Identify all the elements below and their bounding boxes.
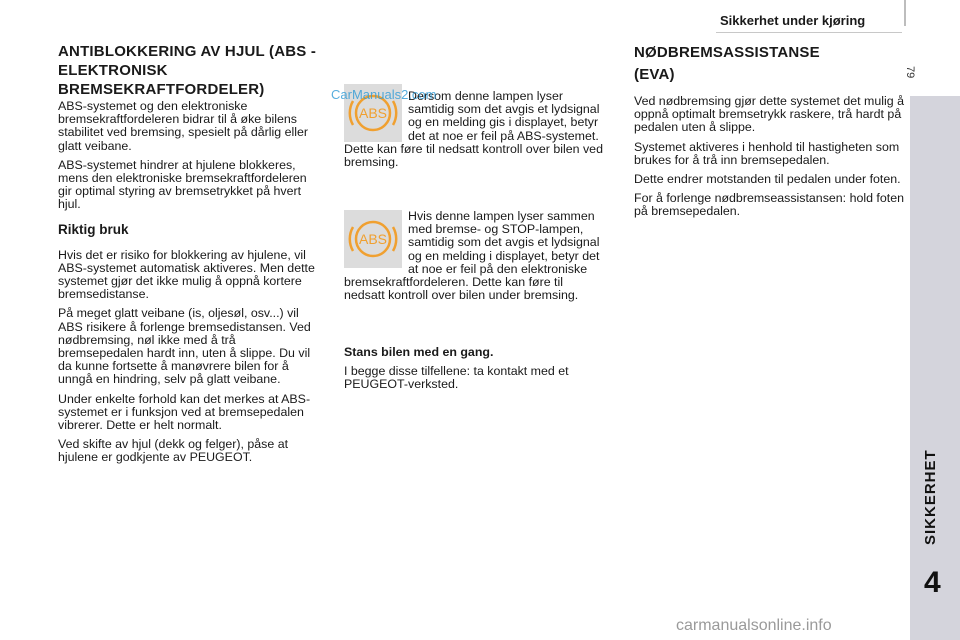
- chapter-sidebar: [910, 96, 960, 640]
- eva-body: [634, 95, 906, 219]
- paragraph: Dette endrer motstanden til pedalen under foten.: [634, 172, 901, 187]
- paragraph: Ved skifte av hjul (dekk og felger), påse at hjulene er godkjente av PEUGEOT.: [58, 437, 289, 465]
- abs-section-title: ANTIBLOKKERING AV HJUL (ABS - ELEKTRONISK BREMSEKRAFTFORDELER): [58, 43, 317, 98]
- correct-use-title: Riktig bruk: [58, 221, 129, 237]
- paragraph: På meget glatt veibane (is, oljesøl, osv...) vil ABS risikere å forlenge bremsedistansen. Ved nødbremsing, nøl ikke med å trå bremsepedalen hardt inn, uten å slippe. Du vil da kunne fortsette å manøvrere bilen for å unngå en hindring, selv på glatt veibane.: [58, 306, 311, 387]
- paragraph: Under enkelte forhold kan det merkes at ABS-systemet er i funksjon ved at bremsepedalen vibrerer. Dette er helt normalt.: [58, 391, 311, 433]
- stop-warning-title: Stans bilen med en gang.: [344, 345, 494, 359]
- paragraph: For å forlenge nødbremseassistansen: hold foten på bremsepedalen.: [634, 191, 904, 219]
- paragraph: ABS-systemet og den elektroniske bremsekraftfordeleren bidrar til å øke bilens stabilitet ved bremsing, spesielt på dårlig eller glatt veibane.: [58, 99, 309, 153]
- paragraph: Hvis det er risiko for blokkering av hjulene, vil ABS-systemet automatisk aktiveres. Men dette systemet gjør det ikke mulig å oppnå kortere bremsedistanse.: [58, 247, 315, 302]
- ebd-warning-lamp-icon: [344, 210, 402, 268]
- ebd-warning-lamp-box: [344, 210, 402, 268]
- chapter-number: 4: [924, 566, 941, 599]
- header-rule: [716, 32, 902, 33]
- correct-use-body: [58, 249, 323, 465]
- chapter-label: SIKKERHET: [922, 449, 939, 545]
- abs-lamp-label: ABS: [358, 105, 388, 121]
- eva-section-title: NØDBREMSASSISTANSE (EVA): [634, 44, 820, 83]
- paragraph: ABS-systemet hindrer at hjulene blokkeres, mens den elektroniske bremsekraftfordeleren gir optimal styring av bremsetrykket på hvert hjul.: [58, 157, 307, 212]
- paragraph: Ved nødbremsing gjør dette systemet det mulig å oppnå optimalt bremsetrykk raskere, trå hardt på pedalen uten å slippe.: [634, 94, 904, 135]
- lamp2-text: Hvis denne lampen lyser sammen med bremse- og STOP-lampen, samtidig som det avgis et lydsignal og en melding i displayet, betyr det at noe er feil på den elektroniske bremsekraftfordeleren. Dette kan føre til nedsatt kontroll over bilen under bremsing.: [344, 209, 600, 303]
- running-header: Sikkerhet under kjøring: [720, 13, 866, 28]
- page-number: 79: [904, 66, 916, 79]
- abs-intro: [58, 100, 323, 212]
- watermark-bottom: carmanualsonline.info: [676, 617, 832, 634]
- paragraph: Systemet aktiveres i henhold til hastigheten som brukes for å trå inn bremsepedalen.: [634, 139, 900, 167]
- lamp-warning-2: [344, 210, 606, 302]
- lamp1-text: Dersom denne lampen lyser samtidig som det avgis et lydsignal og en melding gis i displayet, betyr det at noe er feil på ABS-systemet. Dette kan føre til nedsatt kontroll over bilen ved bremsing.: [344, 89, 603, 170]
- ebd-lamp-label: ABS: [358, 231, 388, 247]
- stop-warning: [344, 346, 606, 392]
- abs-section: [58, 42, 323, 471]
- eva-section: [634, 42, 906, 225]
- header-divider: [904, 0, 906, 26]
- stop-warning-text: I begge disse tilfellene: ta kontakt med et PEUGEOT-verksted.: [344, 364, 569, 392]
- watermark-top: CarManuals2.com: [331, 87, 437, 102]
